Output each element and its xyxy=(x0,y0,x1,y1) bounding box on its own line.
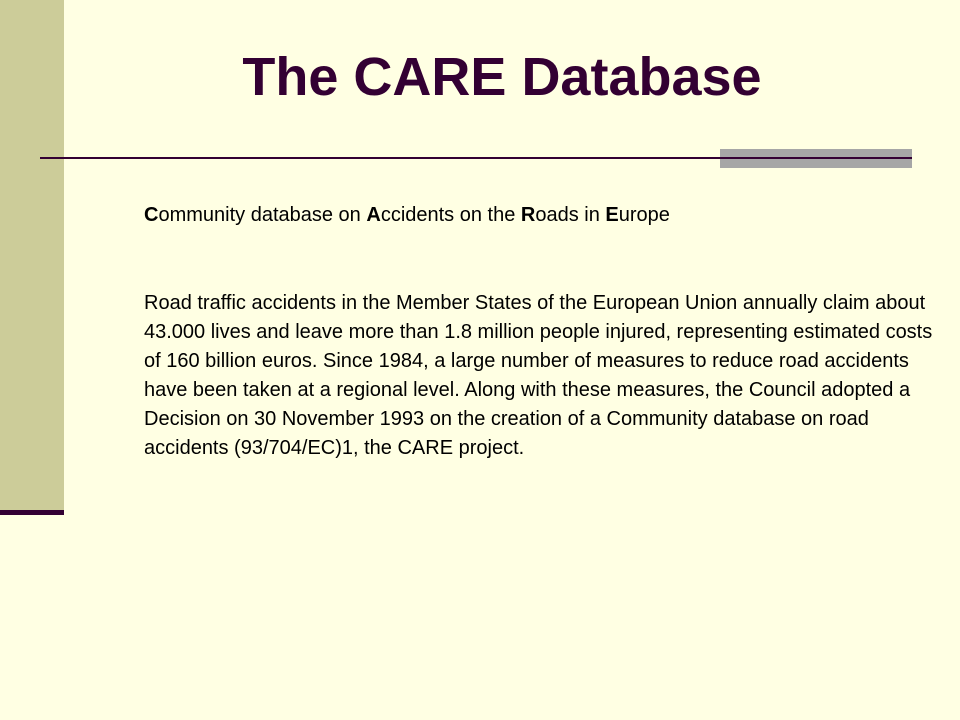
acronym-part xyxy=(144,204,366,226)
acronym-letter: E xyxy=(605,204,619,226)
slide-title: The CARE Database xyxy=(242,47,762,107)
acronym-part xyxy=(605,204,670,226)
acronym-word-rest: oads in xyxy=(535,204,606,226)
title-divider-accent-line xyxy=(720,157,912,159)
decorative-sidebar xyxy=(0,0,64,512)
acronym-letter: A xyxy=(366,204,381,226)
acronym-part xyxy=(366,204,521,226)
body-paragraph: Road traffic accidents in the Member States of the European Union annually claim about 43.000 lives and leave more than 1.8 million people injured, representing estimated costs of 160 billion euros. Since 1984, a large number of measures to reduce road accidents have been taken at a regional level. Along with these measures, the Council adopted a Decision on 30 November 1993 on the creation of a Community database on road accidents (93/704/EC)1, the CARE project. xyxy=(144,292,933,459)
acronym-part xyxy=(521,204,606,226)
care-acronym-line xyxy=(144,202,670,228)
acronym-word-rest: ccidents on the xyxy=(380,204,521,226)
acronym-letter: C xyxy=(144,204,159,226)
acronym-word-rest: urope xyxy=(618,204,670,226)
acronym-word-rest: ommunity database on xyxy=(158,204,367,226)
acronym-letter: R xyxy=(520,204,536,226)
sidebar-foot-bar xyxy=(0,510,64,515)
